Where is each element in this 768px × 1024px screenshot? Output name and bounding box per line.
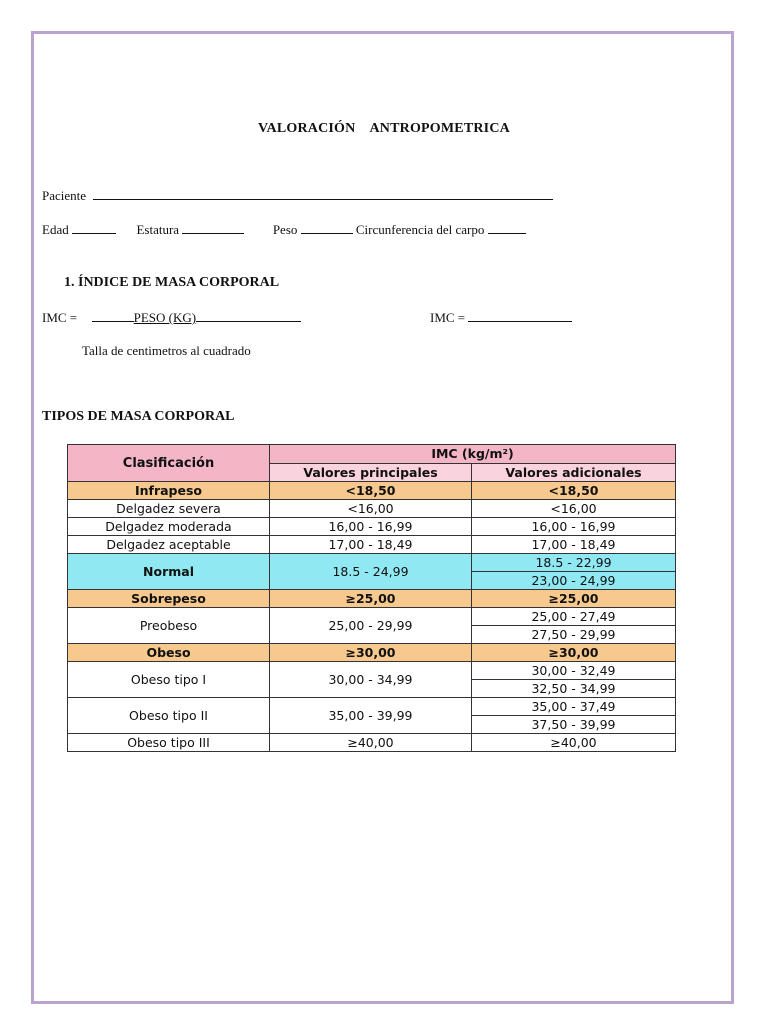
row-adicional: 27,50 - 29,99 — [472, 626, 676, 644]
imc-label-left: IMC = — [42, 310, 78, 325]
formula-numerator: PESO (KG) — [133, 310, 197, 325]
row-adicional: 17,00 - 18,49 — [472, 536, 676, 554]
table-row — [68, 662, 676, 680]
estatura-field[interactable] — [182, 221, 244, 234]
table-row — [68, 590, 676, 608]
imc-result-field[interactable] — [468, 309, 572, 322]
row-principal: 17,00 - 18,49 — [270, 536, 472, 554]
row-adicional: 35,00 - 37,49 — [472, 698, 676, 716]
row-adicional: 25,00 - 27,49 — [472, 608, 676, 626]
table-row — [68, 644, 676, 662]
header-principales: Valores principales — [270, 463, 472, 482]
row-adicional: ≥30,00 — [472, 644, 676, 662]
row-adicional: 30,00 - 32,49 — [472, 662, 676, 680]
imc-line-b — [196, 309, 301, 322]
peso-field[interactable] — [301, 221, 353, 234]
row-label: Delgadez aceptable — [68, 536, 270, 554]
row-adicional: 23,00 - 24,99 — [472, 572, 676, 590]
table-row — [68, 608, 676, 626]
row-adicional: <16,00 — [472, 500, 676, 518]
table-row — [68, 518, 676, 536]
row-adicional: 18.5 - 22,99 — [472, 554, 676, 572]
row-adicional: ≥40,00 — [472, 734, 676, 752]
datos-row — [42, 221, 526, 238]
imc-table-wrapper — [67, 444, 675, 752]
imc-label-right: IMC = — [430, 310, 466, 325]
edad-label: Edad — [42, 222, 69, 237]
imc-formula-row — [42, 309, 301, 326]
estatura-label: Estatura — [136, 222, 180, 237]
row-label: Sobrepeso — [68, 590, 270, 608]
imc-result-row — [430, 309, 572, 326]
row-label: Preobeso — [68, 608, 270, 644]
row-adicional: 37,50 - 39,99 — [472, 716, 676, 734]
section-tipos-heading: TIPOS DE MASA CORPORAL — [42, 409, 235, 424]
formula-denominator: Talla de centimetros al cuadrado — [82, 343, 251, 358]
row-adicional: 32,50 - 34,99 — [472, 680, 676, 698]
table-row — [68, 698, 676, 716]
table-row — [68, 536, 676, 554]
header-clasificacion: Clasificación — [68, 445, 270, 482]
row-principal: 30,00 - 34,99 — [270, 662, 472, 698]
row-principal: ≥30,00 — [270, 644, 472, 662]
row-label: Normal — [68, 554, 270, 590]
header-imc: IMC (kg/m²) — [270, 445, 676, 464]
row-adicional: <18,50 — [472, 482, 676, 500]
imc-line-a — [92, 309, 134, 322]
peso-label: Peso — [272, 222, 298, 237]
table-row — [68, 500, 676, 518]
row-principal: ≥25,00 — [270, 590, 472, 608]
row-principal: <18,50 — [270, 482, 472, 500]
table-row — [68, 554, 676, 572]
header-adicionales: Valores adicionales — [472, 463, 676, 482]
row-label: Delgadez severa — [68, 500, 270, 518]
document-title — [0, 121, 768, 137]
table-row — [68, 482, 676, 500]
row-label: Obeso tipo I — [68, 662, 270, 698]
row-principal: 35,00 - 39,99 — [270, 698, 472, 734]
row-adicional: 16,00 - 16,99 — [472, 518, 676, 536]
row-principal: <16,00 — [270, 500, 472, 518]
row-label: Obeso tipo II — [68, 698, 270, 734]
imc-table — [67, 444, 676, 752]
title-part-1: VALORACIÓN — [258, 121, 356, 136]
row-label: Infrapeso — [68, 482, 270, 500]
row-adicional: ≥25,00 — [472, 590, 676, 608]
row-principal: 16,00 - 16,99 — [270, 518, 472, 536]
row-principal: 25,00 - 29,99 — [270, 608, 472, 644]
paciente-field[interactable] — [93, 187, 553, 200]
row-principal: ≥40,00 — [270, 734, 472, 752]
row-label: Obeso — [68, 644, 270, 662]
table-header-row — [68, 445, 676, 464]
circunferencia-label: Circunferencia del carpo — [355, 222, 485, 237]
paciente-row — [42, 187, 553, 204]
circunferencia-field[interactable] — [488, 221, 526, 234]
title-part-2: ANTROPOMETRICA — [369, 121, 510, 136]
row-label: Delgadez moderada — [68, 518, 270, 536]
edad-field[interactable] — [72, 221, 116, 234]
table-row — [68, 734, 676, 752]
section-imc-heading: 1. ÍNDICE DE MASA CORPORAL — [64, 275, 280, 290]
row-principal: 18.5 - 24,99 — [270, 554, 472, 590]
paciente-label: Paciente — [42, 188, 87, 203]
row-label: Obeso tipo III — [68, 734, 270, 752]
